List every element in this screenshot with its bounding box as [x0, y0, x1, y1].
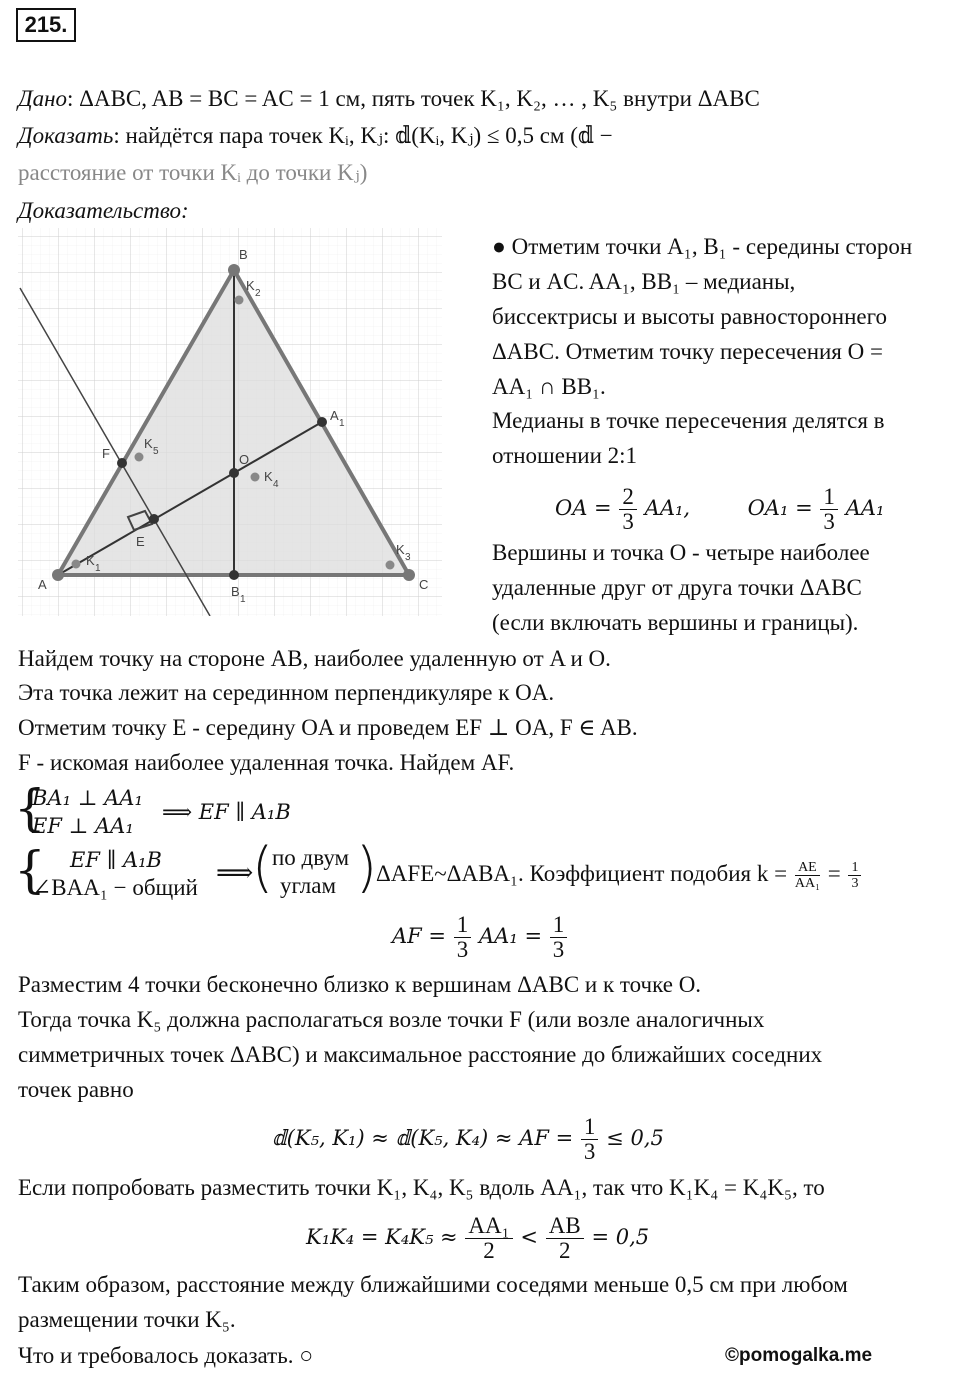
system2-paren-left: (	[252, 836, 274, 899]
system1-line2: EF ⊥ AA₁	[32, 814, 134, 838]
point-k2	[235, 296, 244, 305]
formula-k-num1: AA₁	[465, 1214, 512, 1239]
right-text-2: BC и AC. AA₁, BB₁ – медианы,	[492, 269, 796, 294]
formula-k-num2: AB	[546, 1214, 584, 1239]
body4-line-1: Таким образом, расстояние между ближайшими соседями меньше 0,5 см при любом	[18, 1272, 848, 1297]
system2-paren-bottom: углам	[280, 873, 337, 898]
system1-result: ⟹ EF ∥ A₁B	[162, 800, 291, 824]
label-k2-sub: 2	[255, 288, 261, 299]
body2-line-2: Тогда точка K₅ должна располагаться возле точки F (или возле аналогичных	[18, 1007, 765, 1032]
formula-k-lhs: K₁K₄ = K₄K₅ ≈	[306, 1225, 458, 1249]
system2-line2: ∠BAA₁ − общий	[32, 875, 198, 900]
formula-d-num: 1	[581, 1115, 599, 1140]
body-line-1: Найдем точку на стороне AB, наиболее удаленную от A и O.	[18, 646, 611, 671]
point-o	[229, 468, 239, 478]
system2-paren-right: )	[356, 836, 378, 899]
label-k5: K	[144, 436, 153, 451]
formula-d-frac	[581, 1115, 599, 1164]
right-text-1: ● Отметим точки A₁, B₁ - середины сторон	[492, 234, 913, 259]
point-f	[117, 458, 127, 468]
formula-af-frac2	[550, 913, 568, 962]
system1-line1: BA₁ ⊥ AA₁	[32, 786, 143, 810]
formula-oa	[555, 473, 884, 543]
label-k4-sub: 4	[273, 479, 279, 490]
prove-line	[18, 121, 613, 151]
body-line-3: Отметим точку E - середину OA и проведем EF ⊥ OA, F ∈ AB.	[18, 715, 638, 740]
label-k1: K	[86, 553, 95, 568]
label-k3-sub: 3	[405, 552, 411, 563]
formula-af-den2: 3	[552, 937, 565, 963]
formula-k-den2: 2	[558, 1238, 571, 1264]
k-ratio-num: 1	[848, 860, 861, 876]
system2-result	[376, 859, 863, 891]
formula-k-frac2	[546, 1214, 584, 1263]
formula-af-frac1	[454, 913, 472, 962]
label-k3: K	[396, 542, 405, 557]
body2-line-1: Разместим 4 точки бесконечно близко к вершинам ΔABC и к точке O.	[18, 972, 702, 997]
system1-brace: {	[14, 779, 46, 837]
point-k5	[135, 453, 144, 462]
proof-label: Доказательство:	[18, 198, 189, 223]
point-k3	[386, 561, 395, 570]
formula-af-lhs: AF =	[392, 924, 447, 948]
system2-result-text: ΔAFE~ΔABA₁. Коэффициент подобия k =	[376, 861, 788, 886]
label-a1: A	[330, 408, 339, 423]
right-text-6: Медианы в точке пересечения делятся в	[492, 408, 885, 433]
body-line-5: Если попробовать разместить точки K₁, K₄, K₅ вдоль AA₁, так что K₁K₄ = K₄K₅, то	[18, 1175, 825, 1200]
label-b1-sub: 1	[240, 594, 246, 605]
label-c: C	[419, 577, 429, 592]
body2-line-4: точек равно	[18, 1077, 134, 1102]
right-text2-3: (если включать вершины и границы).	[492, 610, 859, 635]
prove-continuation: расстояние от точки Kᵢ до точки Kⱼ)	[18, 160, 368, 185]
given-text: : ΔABC, AB = BC = AC = 1 см, пять точек K₁, K₂, … , K₅ внутри ΔABC	[67, 86, 760, 111]
body4-line-2: размещении точки K₅.	[18, 1307, 236, 1332]
label-a: A	[38, 577, 47, 592]
label-k1-sub: 1	[95, 563, 101, 574]
formula-oa-rhs2: AA₁	[845, 496, 885, 520]
point-a1	[317, 417, 327, 427]
footer-watermark: ©pomogalka.me	[725, 1345, 873, 1366]
formula-k-rhs: = 0,5	[591, 1225, 650, 1249]
point-e	[149, 514, 159, 524]
k-den: AA₁	[794, 876, 820, 892]
formula-k-den1: 2	[483, 1238, 495, 1264]
label-o: O	[239, 452, 250, 467]
k-eq: =	[827, 861, 841, 886]
label-k2: K	[246, 278, 255, 293]
label-e: E	[136, 534, 145, 549]
body-line-4: F - искомая наиболее удаленная точка. Найдем AF.	[18, 750, 515, 775]
formula-oa-num2: 1	[820, 485, 838, 510]
label-f: F	[102, 446, 110, 461]
right-text-3: биссектрисы и высоты равностороннего	[492, 304, 887, 329]
system2-line1: EF ∥ A₁B	[70, 848, 162, 872]
formula-d-lhs: 𝕕(K₅, K₁) ≈ 𝕕(K₅, K₄) ≈ AF =	[272, 1126, 574, 1150]
formula-d	[272, 1104, 664, 1172]
k-ratio	[848, 860, 861, 891]
point-k4	[251, 473, 260, 482]
point-c	[403, 569, 415, 581]
right-text-7: отношении 2:1	[492, 443, 638, 468]
point-b	[228, 264, 240, 276]
formula-oa-den1: 3	[622, 509, 634, 535]
formula-k-frac1	[465, 1214, 512, 1263]
formula-oa-frac1	[619, 485, 637, 534]
right-text2-1: Вершины и точка O - четыре наиболее	[492, 540, 870, 565]
formula-oa-den2: 3	[823, 509, 835, 535]
right-text-5: AA₁ ∩ BB₁.	[492, 374, 606, 399]
label-k5-sub: 5	[153, 446, 159, 457]
formula-af	[392, 902, 569, 970]
prove-text: : найдётся пара точек Kᵢ, Kⱼ: 𝕕(Kᵢ, Kⱼ) ≤ 0,5 см (𝕕 −	[113, 123, 613, 148]
system2-brace: {	[14, 841, 46, 899]
body2-line-3: симметричных точек ΔABC) и максимальное расстояние до ближайших соседних	[18, 1042, 823, 1067]
label-a1-sub: 1	[339, 418, 345, 429]
label-k4: K	[264, 469, 273, 484]
k-ratio-den: 3	[851, 876, 859, 892]
point-b1	[229, 570, 239, 580]
formula-af-num1: 1	[454, 913, 472, 938]
given-label: Дано	[18, 86, 68, 111]
formula-d-den: 3	[583, 1139, 596, 1165]
body-line-2: Эта точка лежит на серединном перпендикуляре к OA.	[18, 680, 555, 705]
formula-k-lt: <	[520, 1225, 539, 1249]
formula-oa-num1: 2	[619, 485, 637, 510]
geometry-figure	[18, 228, 442, 616]
right-text2-2: удаленные друг от друга точки ΔABC	[492, 575, 862, 600]
formula-oa-frac2	[820, 485, 838, 534]
system2-arrow: ⟹	[216, 858, 254, 887]
formula-af-den1: 3	[456, 937, 469, 963]
k-fraction	[795, 860, 820, 891]
formula-d-rhs: ≤ 0,5	[606, 1126, 664, 1150]
formula-af-mid: AA₁ =	[479, 924, 543, 948]
point-a	[52, 569, 64, 581]
k-num: AE	[795, 860, 820, 876]
system2-paren-top: по двум	[272, 845, 350, 870]
formula-oa-lhs1: OA =	[555, 496, 612, 520]
right-text-4: ΔABC. Отметим точку пересечения O =	[492, 339, 883, 364]
prove-label: Доказать	[18, 123, 114, 148]
given-line	[18, 84, 760, 114]
label-b1: B	[231, 584, 240, 599]
formula-k	[306, 1203, 649, 1271]
problem-number: 215.	[16, 8, 76, 42]
formula-af-num2: 1	[550, 913, 568, 938]
point-k1	[72, 560, 81, 569]
formula-oa-lhs2: OA₁ =	[747, 496, 813, 520]
formula-oa-rhs1: AA₁,	[644, 496, 691, 520]
label-b: B	[239, 247, 248, 262]
body4-line-3: Что и требовалось доказать. ○	[18, 1343, 314, 1368]
